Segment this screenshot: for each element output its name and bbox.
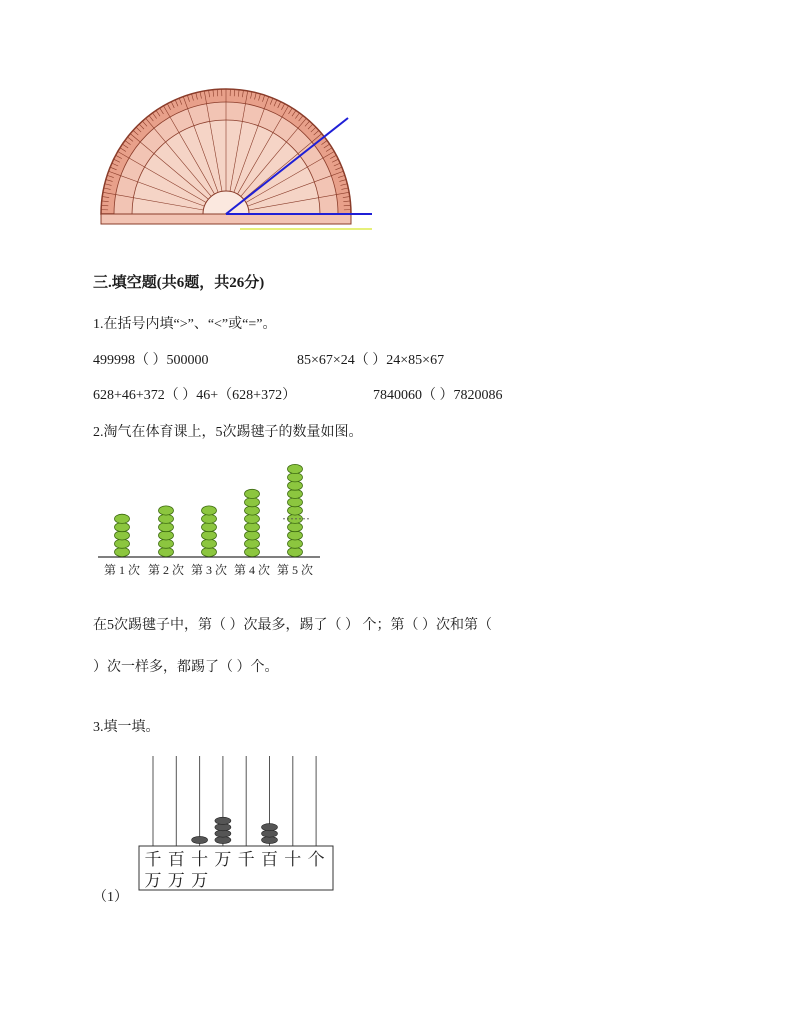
place-label-second-line: 万 xyxy=(144,871,162,891)
bead xyxy=(159,539,174,548)
abacus-bead xyxy=(192,836,208,843)
bead xyxy=(115,539,130,548)
shuttlecock-chart xyxy=(96,456,326,581)
bead xyxy=(202,539,217,548)
place-label-second-line: 万 xyxy=(191,871,209,891)
q1-row1-a: 499998（ ）500000 xyxy=(93,353,209,368)
bead xyxy=(245,547,260,556)
bead xyxy=(288,481,303,490)
bead xyxy=(159,523,174,532)
place-label: 千 xyxy=(144,850,162,870)
place-label: 千 xyxy=(237,850,255,870)
chart-category-label: 第 5 次 xyxy=(276,563,314,577)
place-label-second-line: 万 xyxy=(167,871,185,891)
bead xyxy=(245,489,260,498)
bead xyxy=(288,473,303,482)
section-title: 三.填空题(共6题，共26分) xyxy=(93,275,265,291)
q3-sub-label: （1） xyxy=(93,890,128,905)
bead xyxy=(245,531,260,540)
abacus-bead xyxy=(262,824,278,831)
q2-line1: 在5次踢毽子中，第（ ）次最多，踢了（ ） 个；第（ ）次和第（ xyxy=(93,618,492,633)
q3-prompt: 3.填一填。 xyxy=(93,720,160,735)
q1-row1-b: 85×67×24（ ）24×85×67 xyxy=(297,353,445,368)
q1-row2-a: 628+46+372（ ）46+（628+372） xyxy=(93,388,297,403)
bead xyxy=(245,523,260,532)
bead xyxy=(159,531,174,540)
bead xyxy=(288,523,303,532)
bead-stack xyxy=(245,489,260,556)
bead xyxy=(202,547,217,556)
bead xyxy=(245,506,260,515)
bead-stack xyxy=(115,514,130,556)
protractor xyxy=(101,89,351,224)
chart-category-label: 第 4 次 xyxy=(233,563,271,577)
place-label: 百 xyxy=(261,850,278,870)
abacus-bead xyxy=(215,817,231,824)
bead xyxy=(159,514,174,523)
bead-stack xyxy=(159,506,174,557)
bead xyxy=(115,547,130,556)
place-label: 十 xyxy=(191,850,209,870)
bead xyxy=(159,506,174,515)
bead xyxy=(115,514,130,523)
bead-stack xyxy=(288,464,303,556)
bead xyxy=(202,506,217,515)
bead xyxy=(288,489,303,498)
bead xyxy=(288,539,303,548)
bead xyxy=(245,514,260,523)
q2-prompt: 2.淘气在体育课上，5次踢毽子的数量如图。 xyxy=(93,425,363,440)
place-label: 万 xyxy=(214,850,232,870)
bead xyxy=(245,498,260,507)
q2-line2: ）次一样多，都踢了（ ）个。 xyxy=(93,660,279,675)
bead xyxy=(288,547,303,556)
q1-row2-b: 7840060（ ）7820086 xyxy=(373,388,503,403)
bead xyxy=(288,531,303,540)
bead xyxy=(115,523,130,532)
bead xyxy=(288,464,303,473)
q1-prompt: 1.在括号内填“>”、“<”或“=”。 xyxy=(93,317,277,332)
place-label: 个 xyxy=(307,850,325,870)
bead xyxy=(202,531,217,540)
bead-stack xyxy=(202,506,217,557)
chart-category-label: 第 3 次 xyxy=(190,563,228,577)
chart-category-label: 第 2 次 xyxy=(147,563,185,577)
bead xyxy=(245,539,260,548)
bead xyxy=(288,506,303,515)
bead xyxy=(202,523,217,532)
place-label: 十 xyxy=(284,850,302,870)
bead xyxy=(159,547,174,556)
bead xyxy=(115,531,130,540)
chart-category-label: 第 1 次 xyxy=(103,563,141,577)
protractor-diagram xyxy=(0,0,794,240)
abacus xyxy=(135,748,355,898)
bead xyxy=(288,498,303,507)
bead xyxy=(202,514,217,523)
place-label: 百 xyxy=(167,850,185,870)
